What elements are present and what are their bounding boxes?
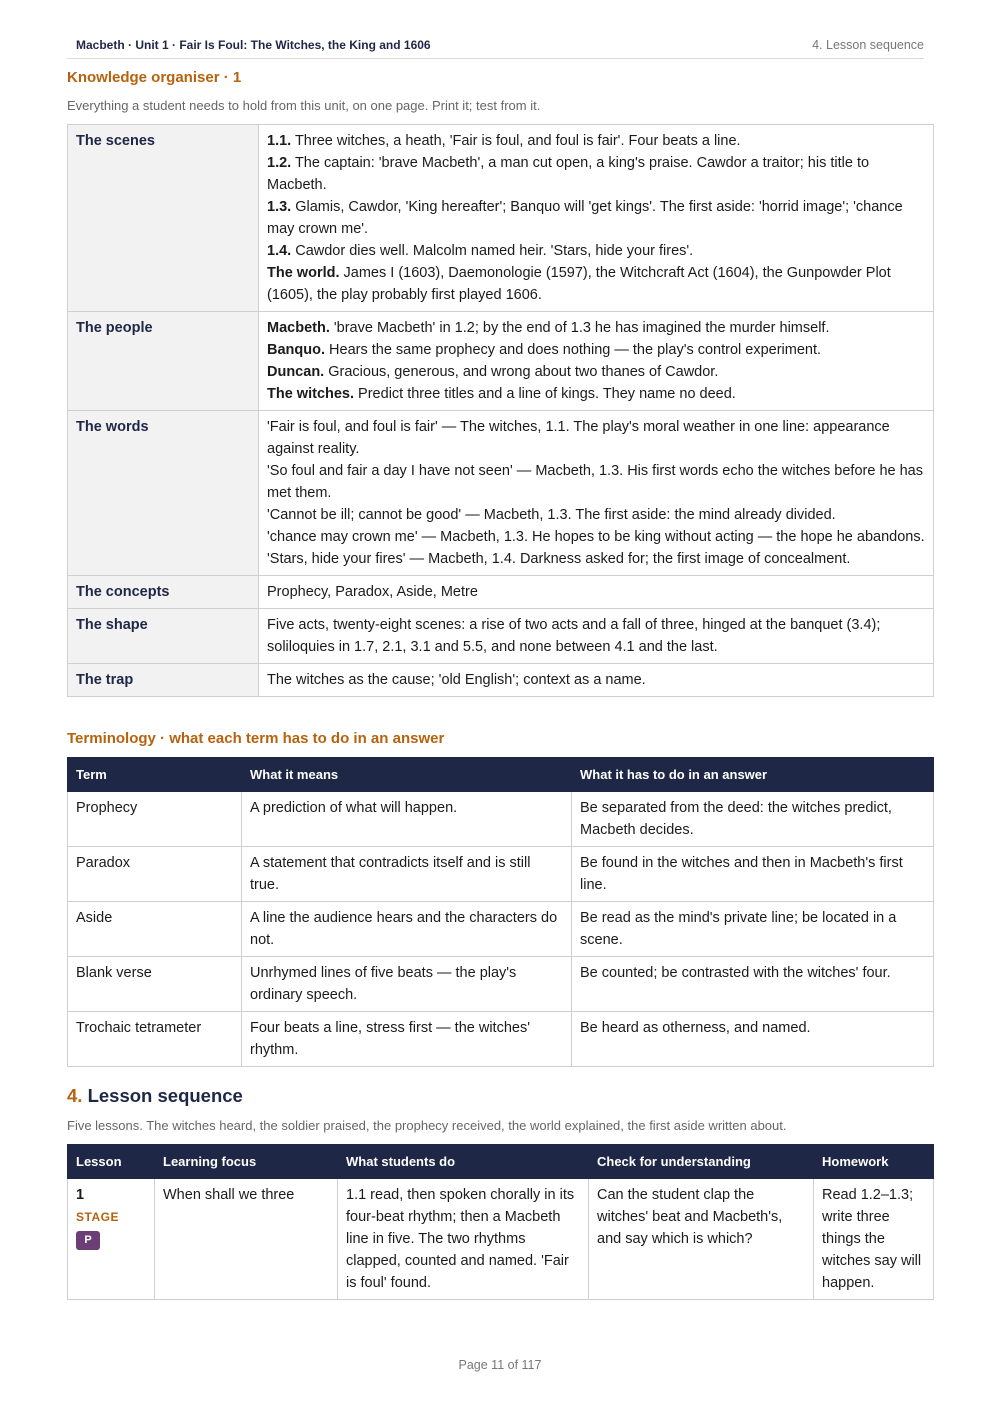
- terminology-table: [67, 757, 934, 1067]
- organiser-line: [267, 130, 925, 152]
- table-row: [68, 792, 934, 847]
- organiser-line-text: 'Stars, hide your fires' — Macbeth, 1.4. Darkness asked for; the first image of concealment.: [267, 551, 851, 567]
- column-header: Learning focus: [155, 1145, 338, 1179]
- page-number: Page 11 of 117: [458, 1358, 542, 1372]
- term-cell: Prophecy: [68, 792, 242, 847]
- organiser-row-content: [259, 576, 934, 609]
- column-header: Term: [68, 758, 242, 792]
- organiser-line: [267, 317, 925, 339]
- organiser-line-lead: The world.: [267, 265, 340, 281]
- term-cell: Blank verse: [68, 957, 242, 1012]
- lesson-sequence-subtitle: Five lessons. The witches heard, the soldier praised, the prophecy received, the world explained, the first aside written about.: [67, 1118, 787, 1133]
- knowledge-organiser-heading: Knowledge organiser · 1: [67, 69, 242, 86]
- organiser-line-text: The captain: 'brave Macbeth', a man cut open, a king's praise. Cawdor a traitor; his title to Macbeth.: [267, 155, 870, 193]
- stage-badge: P: [76, 1231, 100, 1250]
- running-header: [67, 38, 924, 59]
- organiser-row: [68, 312, 934, 411]
- organiser-line-text: Gracious, generous, and wrong about two thanes of Cawdor.: [324, 364, 719, 380]
- organiser-line-lead: The witches.: [267, 386, 355, 402]
- organiser-row: [68, 576, 934, 609]
- column-header: What it has to do in an answer: [572, 758, 934, 792]
- organiser-line-text: Three witches, a heath, 'Fair is foul, and foul is fair'. Four beats a line.: [291, 133, 741, 149]
- organiser-line: [267, 504, 925, 526]
- table-row: [68, 1012, 934, 1067]
- organiser-line: [267, 526, 925, 548]
- section-number: 4.: [67, 1085, 83, 1106]
- organiser-line: [267, 548, 925, 570]
- organiser-line: [267, 416, 925, 460]
- organiser-line-text: Cawdor dies well. Malcolm named heir. 'Stars, hide your fires'.: [291, 243, 694, 259]
- organiser-row-content: [259, 609, 934, 664]
- answer-cell: Be read as the mind's private line; be located in a scene.: [572, 902, 934, 957]
- answer-cell: Be found in the witches and then in Macbeth's first line.: [572, 847, 934, 902]
- organiser-row-content: [259, 312, 934, 411]
- organiser-line: [267, 383, 925, 405]
- organiser-row: [68, 664, 934, 697]
- organiser-line-lead: 1.2.: [267, 155, 292, 171]
- term-cell: Paradox: [68, 847, 242, 902]
- organiser-line: [267, 669, 925, 691]
- organiser-line-text: Hears the same prophecy and does nothing — the play's control experiment.: [325, 342, 822, 358]
- organiser-line-lead: Macbeth.: [267, 320, 330, 336]
- organiser-line-lead: 1.4.: [267, 243, 292, 259]
- organiser-row-content: [259, 125, 934, 312]
- knowledge-organiser-subtitle: Everything a student needs to hold from this unit, on one page. Print it; test from it.: [67, 98, 541, 113]
- organiser-line-lead: 1.3.: [267, 199, 292, 215]
- lesson-header-row: [68, 1145, 934, 1179]
- check-cell: Can the student clap the witches' beat and Macbeth's, and say which is which?: [589, 1179, 814, 1300]
- organiser-line-text: 'chance may crown me' — Macbeth, 1.3. He hopes to be king without acting — the hope he abandons.: [267, 529, 925, 545]
- column-header: Check for understanding: [589, 1145, 814, 1179]
- term-cell: Trochaic tetrameter: [68, 1012, 242, 1067]
- organiser-line-lead: Banquo.: [267, 342, 325, 358]
- organiser-row-label: The shape: [68, 609, 259, 664]
- table-row: [68, 957, 934, 1012]
- meaning-cell: Unrhymed lines of five beats — the play's ordinary speech.: [242, 957, 572, 1012]
- organiser-line-text: Five acts, twenty-eight scenes: a rise of two acts and a fall of three, hinged at the banquet (3.4); soliloquies in 1.7, 2.1, 3.1 and 5.5, and none between 4.1 and the last.: [267, 617, 881, 655]
- organiser-line: [267, 196, 925, 240]
- table-row: [68, 902, 934, 957]
- organiser-line: [267, 361, 925, 383]
- activity-cell: 1.1 read, then spoken chorally in its four-beat rhythm; then a Macbeth line in five. The two rhythms clapped, counted and named. 'Fair is foul' found.: [338, 1179, 589, 1300]
- homework-cell: Read 1.2–1.3; write three things the witches say will happen.: [814, 1179, 934, 1300]
- meaning-cell: A prediction of what will happen.: [242, 792, 572, 847]
- column-header: Lesson: [68, 1145, 155, 1179]
- section-title: Lesson sequence: [87, 1085, 243, 1106]
- organiser-line: [267, 581, 925, 603]
- column-header: What students do: [338, 1145, 589, 1179]
- organiser-line: [267, 240, 925, 262]
- table-row: [68, 847, 934, 902]
- document-title: Macbeth · Unit 1 · Fair Is Foul: The Witches, the King and 1606: [76, 38, 431, 52]
- answer-cell: Be separated from the deed: the witches predict, Macbeth decides.: [572, 792, 934, 847]
- organiser-row-label: The people: [68, 312, 259, 411]
- learning-focus-cell: When shall we three: [155, 1179, 338, 1300]
- knowledge-organiser-table: [67, 124, 934, 697]
- organiser-line-text: 'So foul and fair a day I have not seen' — Macbeth, 1.3. His first words echo the witches before he has met them.: [267, 463, 923, 501]
- column-header: Homework: [814, 1145, 934, 1179]
- column-header: What it means: [242, 758, 572, 792]
- organiser-line-text: Glamis, Cawdor, 'King hereafter'; Banquo will 'get kings'. The first aside: 'horrid image'; 'chance may crown me'.: [267, 199, 903, 237]
- stage-label: STAGE: [76, 1210, 119, 1224]
- answer-cell: Be heard as otherness, and named.: [572, 1012, 934, 1067]
- answer-cell: Be counted; be contrasted with the witches' four.: [572, 957, 934, 1012]
- organiser-line: [267, 262, 925, 306]
- meaning-cell: A statement that contradicts itself and is still true.: [242, 847, 572, 902]
- section-label: 4. Lesson sequence: [812, 38, 924, 52]
- organiser-row-label: The scenes: [68, 125, 259, 312]
- lesson-cell: [68, 1179, 155, 1300]
- term-cell: Aside: [68, 902, 242, 957]
- organiser-line: [267, 152, 925, 196]
- section-heading: [67, 1085, 243, 1107]
- organiser-row-content: [259, 411, 934, 576]
- organiser-line-text: Predict three titles and a line of kings. They name no deed.: [354, 386, 736, 402]
- organiser-line: [267, 614, 925, 658]
- organiser-row-label: The trap: [68, 664, 259, 697]
- table-row: [68, 1179, 934, 1300]
- organiser-row-label: The concepts: [68, 576, 259, 609]
- organiser-line-lead: Duncan.: [267, 364, 325, 380]
- organiser-line-text: Prophecy, Paradox, Aside, Metre: [267, 584, 478, 600]
- lesson-sequence-table: [67, 1144, 934, 1300]
- organiser-line-lead: 1.1.: [267, 133, 292, 149]
- organiser-row-label: The words: [68, 411, 259, 576]
- organiser-row-content: [259, 664, 934, 697]
- organiser-line-text: 'Cannot be ill; cannot be good' — Macbeth, 1.3. The first aside: the mind already divided.: [267, 507, 836, 523]
- lesson-number: 1: [76, 1187, 85, 1203]
- organiser-line-text: 'brave Macbeth' in 1.2; by the end of 1.3 he has imagined the murder himself.: [329, 320, 830, 336]
- organiser-row: [68, 609, 934, 664]
- meaning-cell: A line the audience hears and the characters do not.: [242, 902, 572, 957]
- organiser-line: [267, 339, 925, 361]
- organiser-line: [267, 460, 925, 504]
- organiser-row: [68, 125, 934, 312]
- organiser-line-text: The witches as the cause; 'old English'; context as a name.: [267, 672, 646, 688]
- organiser-line-text: James I (1603), Daemonologie (1597), the Witchcraft Act (1604), the Gunpowder Plot (1605), the play probably first played 1606.: [267, 265, 891, 303]
- meaning-cell: Four beats a line, stress first — the witches' rhythm.: [242, 1012, 572, 1067]
- organiser-line-text: 'Fair is foul, and foul is fair' — The witches, 1.1. The play's moral weather in one line: appearance against reality.: [267, 419, 890, 457]
- terminology-heading: Terminology · what each term has to do in an answer: [67, 730, 445, 747]
- terminology-header-row: [68, 758, 934, 792]
- organiser-row: [68, 411, 934, 576]
